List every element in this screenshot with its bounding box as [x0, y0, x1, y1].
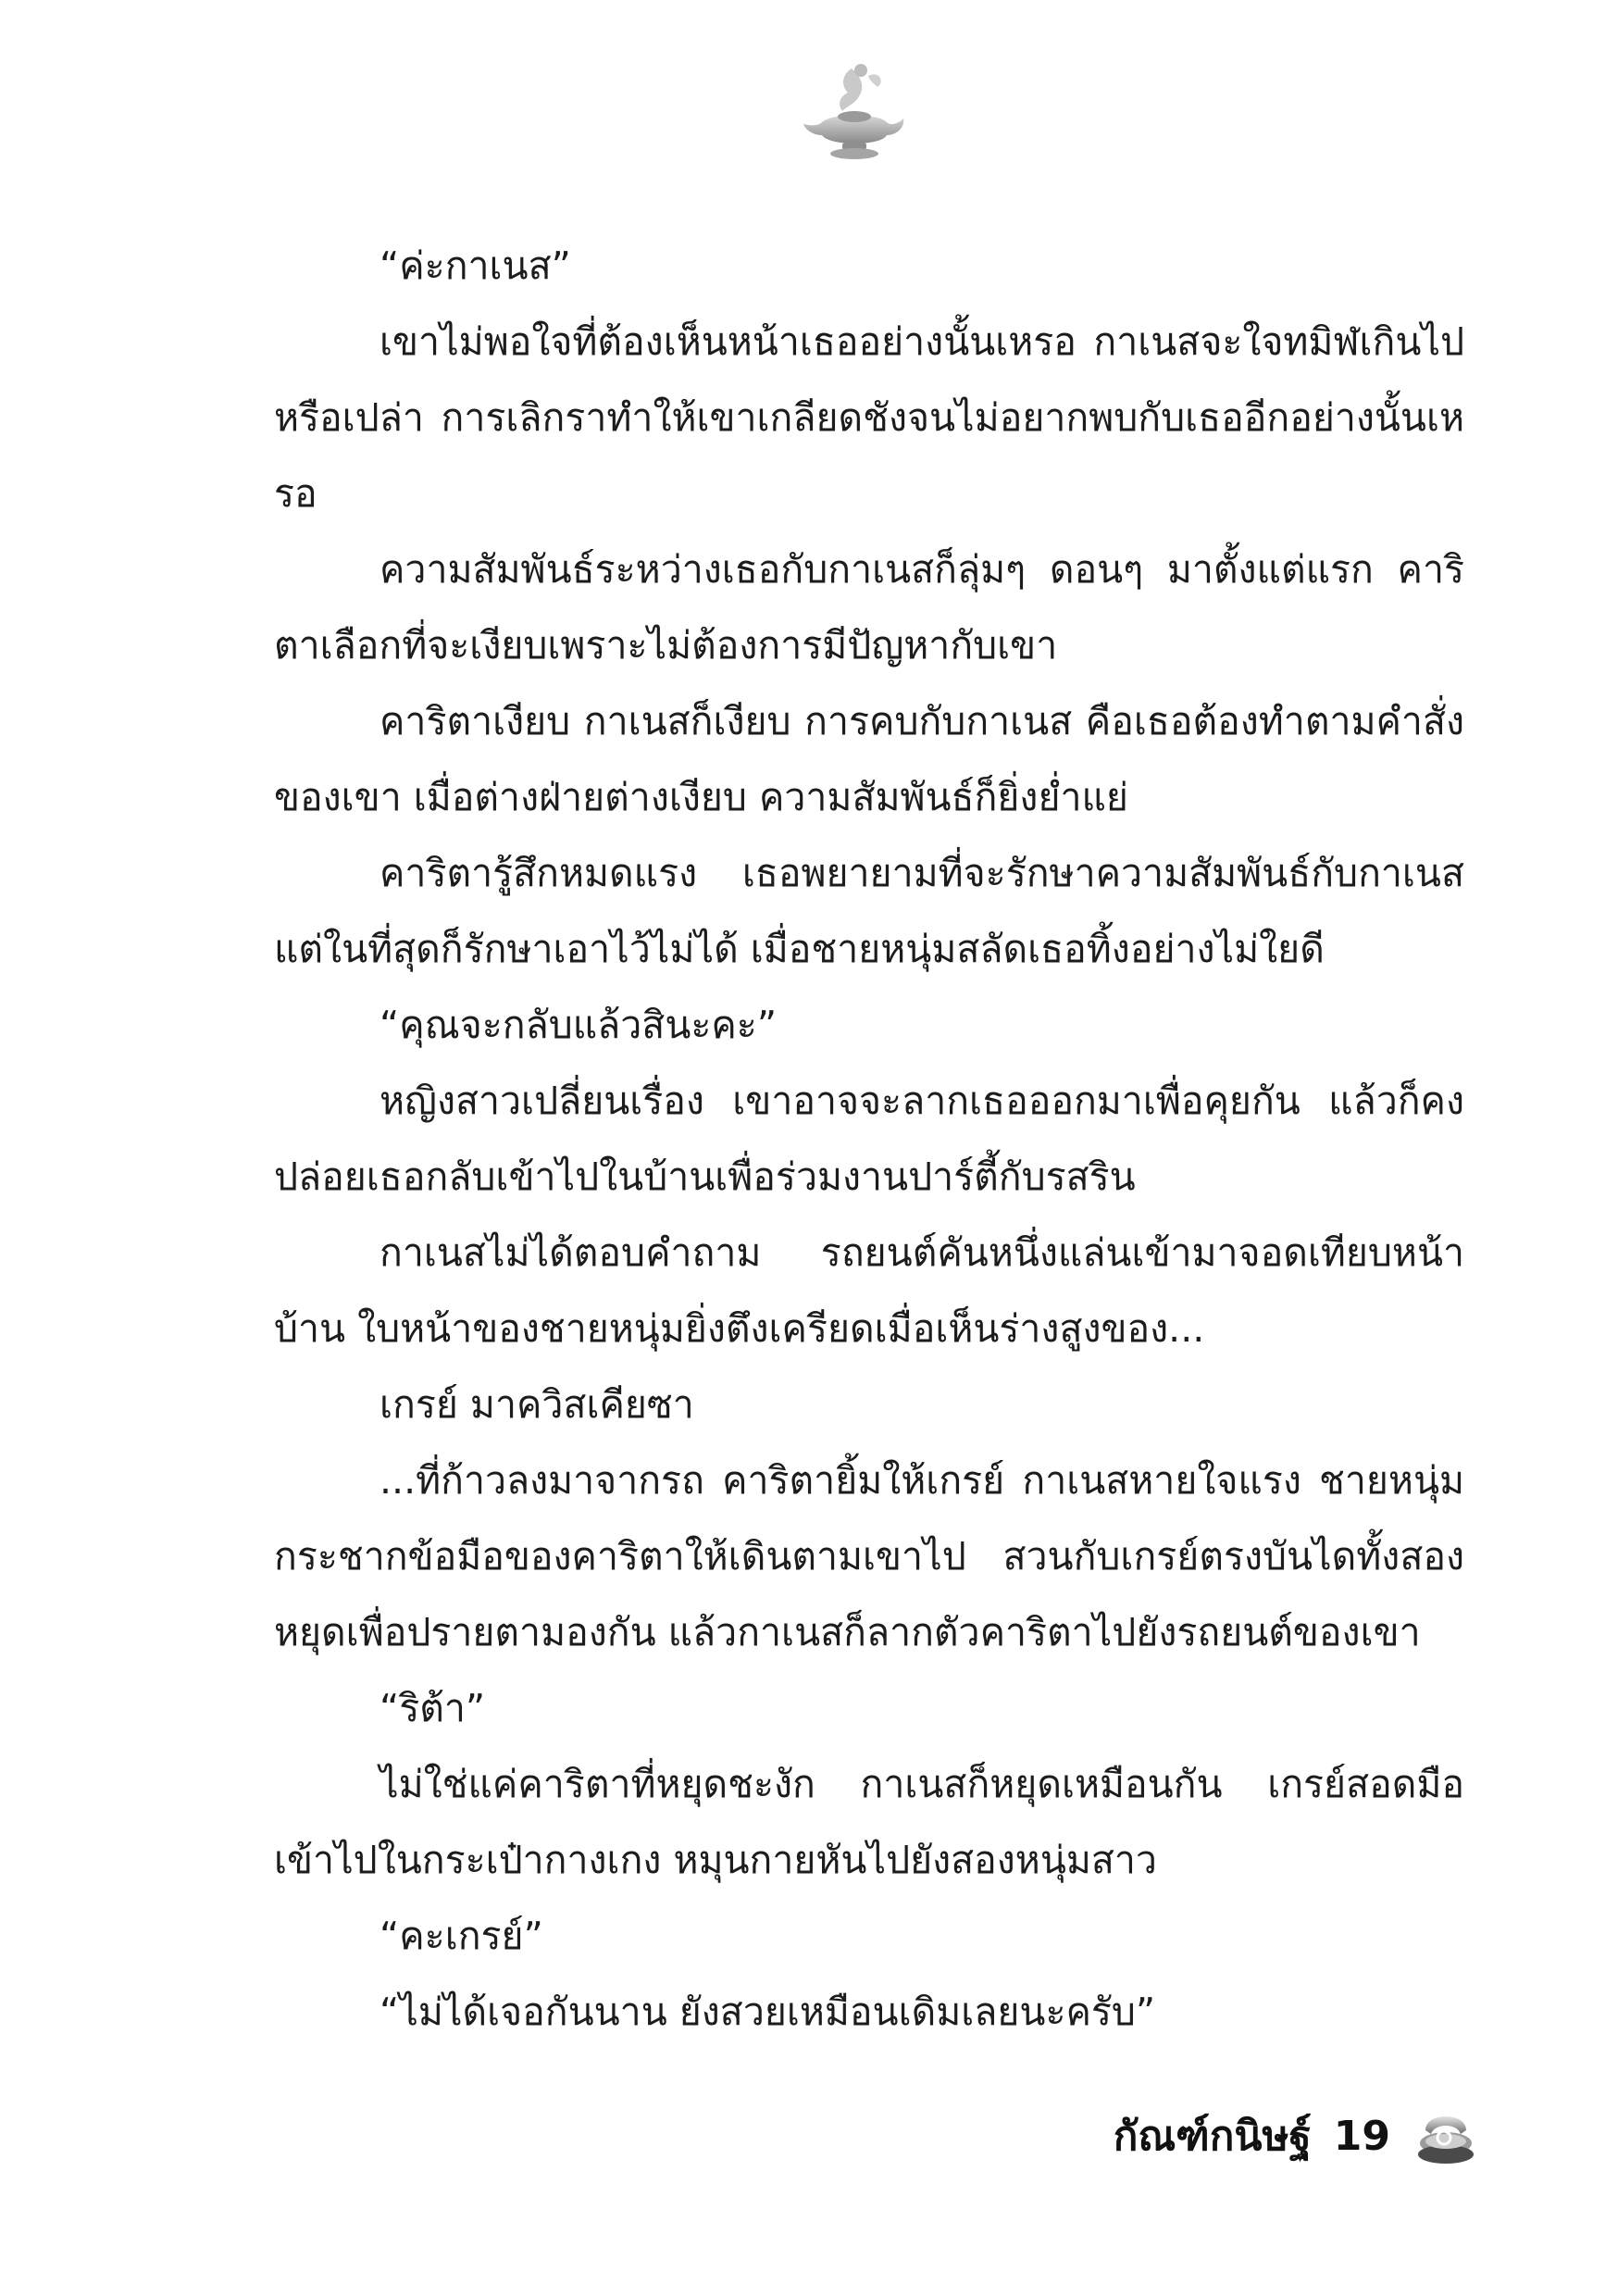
paragraph: ...ที่ก้าวลงมาจากรถ คาริตายิ้มให้เกรย์ กาเนสหายใจแรง ชายหนุ่มกระชากข้อมือของคาริตาให้เดินตามเขาไป สวนกับเกรย์ตรงบันไดทั้งสองหยุดเพื่อปรายตามองกัน แล้วกาเนสก็ลากตัวคาริตาไปยังรถยนต์ของเขา — [274, 1458, 1464, 1654]
page-number: 19 — [1333, 2112, 1390, 2160]
paragraph: เกรย์ มาควิสเคียซา — [380, 1382, 694, 1427]
paragraph: กาเนสไม่ได้ตอบคำถาม รถยนต์คันหนึ่งแล่นเข้ามาจอดเทียบหน้าบ้าน ใบหน้าของชายหนุ่มยิ่งตึงเครียดเมื่อเห็นร่างสูงของ... — [274, 1230, 1464, 1351]
paragraph: “ไม่ได้เจอกันนาน ยังสวยเหมือนเดิมเลยนะครับ” — [380, 1990, 1156, 2034]
paragraph: “ค่ะกาเนส” — [380, 243, 571, 288]
paragraph: ความสัมพันธ์ระหว่างเธอกับกาเนสก็ลุ่มๆ ดอนๆ มาตั้งแต่แรก คาริตาเลือกที่จะเงียบเพราะไม่ต้องการมีปัญหากับเขา — [274, 547, 1464, 668]
paragraph: คาริตารู้สึกหมดแรง เธอพยายามที่จะรักษาความสัมพันธ์กับกาเนส แต่ในที่สุดก็รักษาเอาไว้ไม่ได้ เมื่อชายหนุ่มสลัดเธอทิ้งอย่างไม่ใยดี — [274, 851, 1464, 971]
chapter-body — [274, 228, 1464, 2050]
ring-box-icon — [1413, 2103, 1479, 2169]
paragraph: หญิงสาวเปลี่ยนเรื่อง เขาอาจจะลากเธอออกมาเพื่อคุยกัน แล้วก็คงปล่อยเธอกลับเข้าไปในบ้านเพื่อร่วมงานปาร์ตี้กับรสริน — [274, 1079, 1464, 1199]
page-footer — [1114, 2094, 1479, 2177]
paragraph: เขาไม่พอใจที่ต้องเห็นหน้าเธออย่างนั้นเหรอ กาเนสจะใจทมิฬเกินไปหรือเปล่า การเลิกราทำให้เขาเกลียดชังจนไม่อยากพบกับเธออีกอย่างนั้นเหรอ — [274, 319, 1464, 516]
genie-lamp-icon — [794, 57, 915, 168]
author-name: กัณฑ์กนิษฐ์ — [1113, 2113, 1312, 2160]
paragraph: “คะเกรย์” — [380, 1914, 543, 1958]
paragraph: คาริตาเงียบ กาเนสก็เงียบ การคบกับกาเนส คือเธอต้องทำตามคำสั่งของเขา เมื่อต่างฝ่ายต่างเงียบ ความสัมพันธ์ก็ยิ่งย่ำแย่ — [274, 699, 1464, 819]
paragraph: “คุณจะกลับแล้วสินะคะ” — [380, 1003, 778, 1047]
paragraph: “ริต้า” — [380, 1686, 486, 1730]
paragraph: ไม่ใช่แค่คาริตาที่หยุดชะงัก กาเนสก็หยุดเหมือนกัน เกรย์สอดมือเข้าไปในกระเป๋ากางเกง หมุนกายหันไปยังสองหนุ่มสาว — [274, 1762, 1464, 1882]
